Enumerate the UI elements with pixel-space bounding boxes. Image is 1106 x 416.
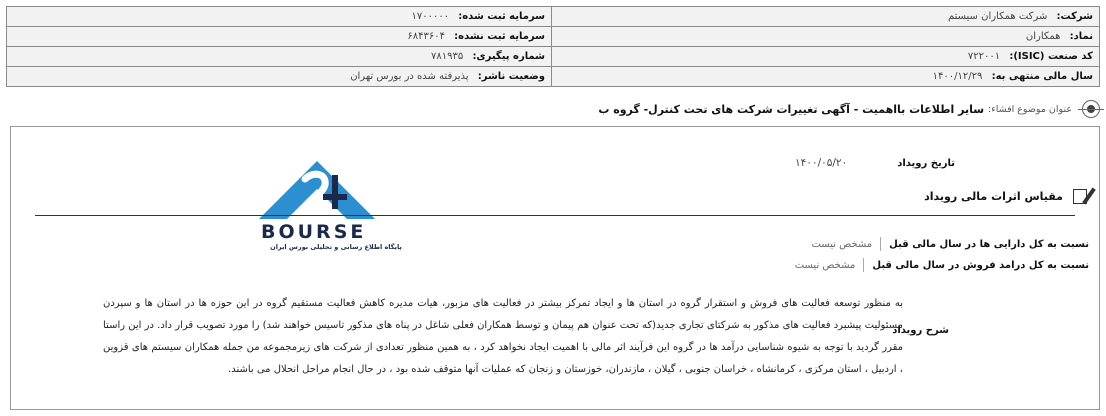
target-icon	[1082, 100, 1100, 118]
company-info-table	[6, 6, 1100, 87]
event-date-row	[795, 157, 955, 169]
unregistered-capital-label: سرمایه ثبت نشده:	[454, 31, 545, 42]
subject-title: سایر اطلاعات بااهمیت - آگهی تغییرات شرکت های تحت کنترل- گروه ب	[598, 102, 985, 116]
event-frame	[10, 126, 1100, 410]
financial-effect-header	[924, 187, 1089, 205]
event-description-label: شرح رویداد	[892, 325, 949, 336]
edit-document-icon	[1069, 187, 1089, 205]
fiscal-year-label: سال مالی منتهی به:	[991, 71, 1093, 82]
event-date-value: ۱۴۰۰/۰۵/۲۰	[795, 157, 848, 169]
symbol-label: نماد:	[1069, 31, 1093, 42]
info-row	[7, 27, 1100, 47]
bourse-logo-mark	[247, 157, 417, 227]
disclosure-subject	[598, 100, 1100, 118]
symbol-cell	[552, 27, 1100, 47]
fiscal-year-cell	[552, 67, 1100, 87]
revenue-ratio-label: نسبت به کل درامد فروش در سال مالی قبل	[872, 259, 1089, 271]
subject-label: عنوان موضوع افشاء:	[988, 103, 1072, 115]
publisher-status-value: پذیرفته شده در بورس تهران	[350, 71, 469, 82]
logo-word: BOURSE	[261, 221, 367, 243]
info-row	[7, 67, 1100, 87]
company-label: شرکت:	[1056, 11, 1093, 22]
assets-ratio-value: مشخص نیست	[811, 238, 873, 250]
assets-ratio-row	[811, 237, 1089, 251]
unregistered-capital-value: ۶۸۴۳۶۰۴	[407, 31, 445, 42]
event-description-text: به منظور توسعه فعالیت های فروش و استقرار گروه در استان ها و ایجاد تمرکز بیشتر در فعالیت های مزبور، هیات مدیره کاهش فعالیت مستقیم گروه در این حوزه ها در استان ها و سپردن مسئولیت پیشبرد فعالیت های مذکور به شرکتای تجاری جدید(که تحت عنوان هم پیمان و توسط همکاران فعلی شاغل در پناه های مذکور تاسیس خواهند شد) را مورد تصویب قرار داد. در این راستا مقرر گردید با توجه به شیوه شناسایی درآمد ها در گروه این فرآیند اثر مالی با اهمیت ایجاد نخواهد کرد ، به همین منظور تعدادی از شرکت های زیرمجموعه من جمله همکاران سیستم های قزوین ، اردبیل ، استان مرکزی ، کرمانشاه ، خراسان جنوبی ، گیلان ، مازندران، خوزستان و زنجان که عملیات آنها متوقف شده بود ، در حال انجام مراحل انحلال می باشند.	[103, 298, 903, 375]
registered-capital-value: ۱۷۰۰۰۰۰	[411, 11, 450, 22]
logo-subtitle: پایگاه اطلاع رسانی و تحلیلی بورس ایران	[270, 243, 402, 251]
info-row	[7, 7, 1100, 27]
isic-label: کد صنعت (ISIC):	[1009, 51, 1093, 62]
revenue-ratio-value: مشخص نیست	[794, 259, 856, 271]
revenue-ratio-row	[795, 258, 1089, 272]
registered-capital-cell	[7, 7, 552, 27]
tracking-cell	[7, 47, 552, 67]
bourse-logo	[247, 157, 417, 257]
tracking-value: ۷۸۱۹۳۵	[431, 51, 464, 62]
info-row	[7, 47, 1100, 67]
publisher-status-label: وضعیت ناشر:	[477, 71, 545, 82]
registered-capital-label: سرمایه ثبت شده:	[458, 11, 545, 22]
isic-value: ۷۲۲۰۰۱	[967, 51, 1001, 62]
tracking-label: شماره پیگیری:	[472, 51, 545, 62]
symbol-value: همکاران	[1025, 31, 1061, 42]
company-value: شرکت همکاران سیستم	[947, 11, 1048, 22]
isic-cell	[552, 47, 1100, 67]
publisher-status-cell	[7, 67, 552, 87]
fiscal-year-value: ۱۴۰۰/۱۲/۲۹	[932, 71, 983, 82]
section-title: مقیاس اثرات مالی رویداد	[924, 189, 1063, 203]
separator	[880, 237, 881, 251]
company-cell	[552, 7, 1100, 27]
event-date-label: تاریخ رویداد	[897, 157, 955, 169]
separator	[863, 258, 864, 272]
assets-ratio-label: نسبت به کل دارایی ها در سال مالی قبل	[889, 238, 1089, 250]
section-divider	[35, 215, 1075, 216]
unregistered-capital-cell	[7, 27, 552, 47]
